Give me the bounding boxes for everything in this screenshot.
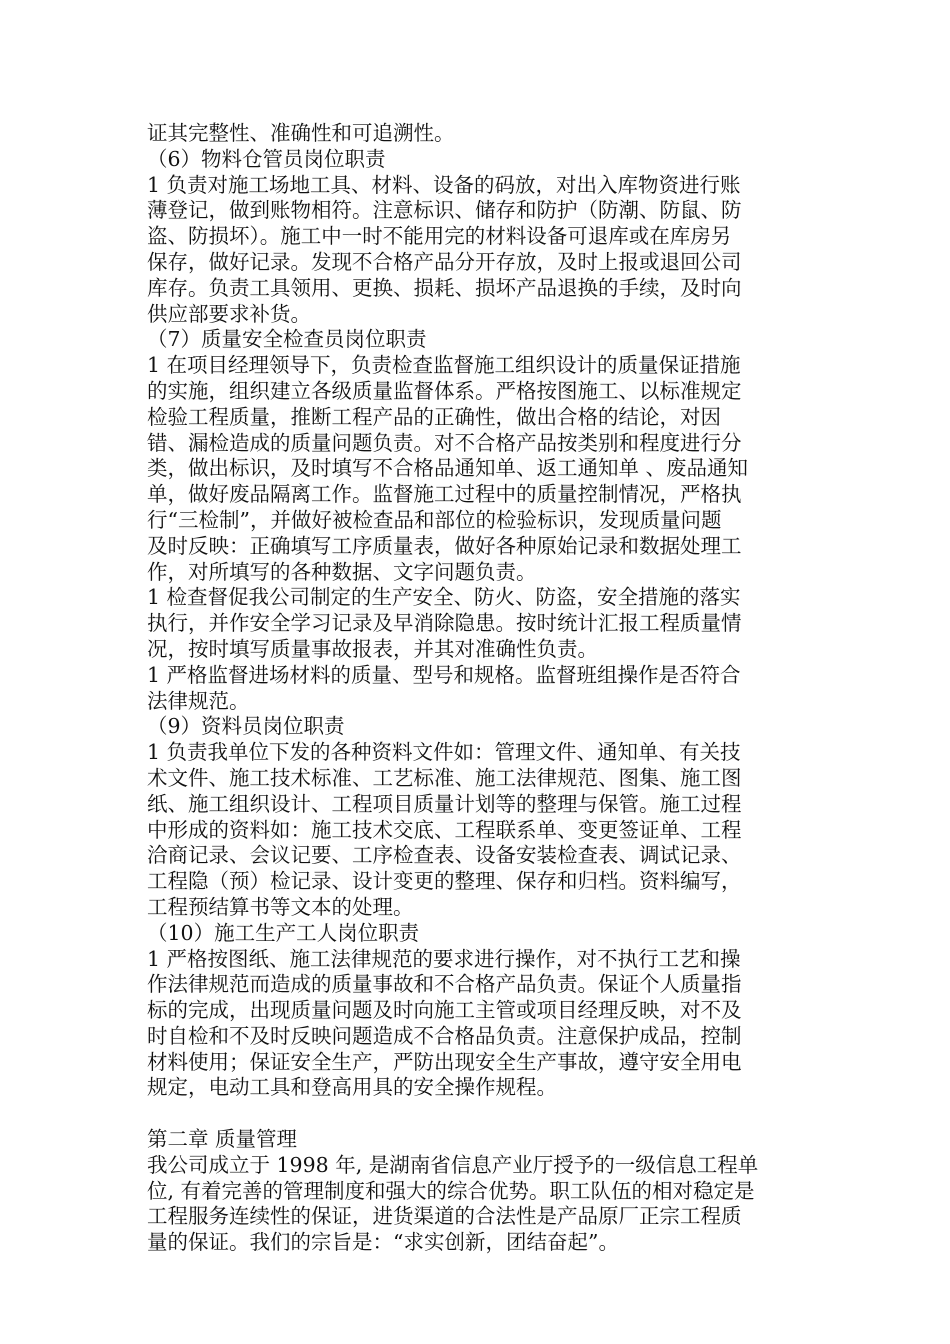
text-line: 工程隐（预）检记录、设计变更的整理、保存和归档。资料编写， — [147, 869, 742, 894]
text-line: 作法律规范而造成的质量事故和不合格产品负责。保证个人质量指 — [147, 972, 742, 997]
document-page — [147, 121, 807, 1256]
paragraph — [147, 121, 807, 147]
section-heading — [147, 327, 807, 353]
text-line: 标的完成，出现质量问题及时向施工主管或项目经理反映，对不及 — [147, 998, 742, 1023]
text-line: 薄登记，做到账物相符。注意标识、储存和防护（防潮、防鼠、防 — [147, 198, 742, 223]
paragraph — [147, 585, 807, 662]
text-line: 执行，并作安全学习记录及早消除隐患。按时统计汇报工程质量情 — [147, 611, 742, 636]
text-line: 法律规范。 — [147, 688, 250, 713]
text-line: 作，对所填写的各种数据、文字问题负责。 — [147, 559, 537, 584]
text-line: 我公司成立于 1998 年, 是湖南省信息产业厅授予的一级信息工程单 — [147, 1152, 759, 1177]
paragraph — [147, 173, 807, 328]
text-line: 况，按时填写质量事故报表，并其对准确性负责。 — [147, 636, 598, 661]
paragraph — [147, 663, 807, 715]
section-heading — [147, 1127, 807, 1153]
text-line: 工程预结算书等文本的处理。 — [147, 894, 414, 919]
text-line: 洽商记录、会议记要、工序检查表、设备安装检查表、调试记录、 — [147, 843, 742, 868]
text-line: 时自检和不及时反映问题造成不合格品负责。注意保护成品，控制 — [147, 1023, 742, 1048]
section-heading — [147, 921, 807, 947]
text-line: 的实施，组织建立各级质量监督体系。严格按图施工、以标准规定 — [147, 378, 742, 403]
text-line: 第二章 质量管理 — [147, 1127, 298, 1152]
section-heading — [147, 147, 807, 173]
text-line: 错、漏检造成的质量问题负责。对不合格产品按类别和程度进行分 — [147, 430, 742, 455]
text-line: 行“三检制”，并做好被检查品和部位的检验标识，发现质量问题 — [147, 507, 722, 532]
text-line: 单，做好废品隔离工作。监督施工过程中的质量控制情况，严格执 — [147, 482, 742, 507]
text-line: 规定，电动工具和登高用具的安全操作规程。 — [147, 1075, 557, 1100]
text-line: 盗、防损坏）。施工中一时不能用完的材料设备可退库或在库房另 — [147, 224, 732, 249]
text-line: 工程服务连续性的保证，进货渠道的合法性是产品原厂正宗工程质 — [147, 1204, 742, 1229]
text-line: 1 在项目经理领导下，负责检查监督施工组织设计的质量保证措施 — [147, 353, 741, 378]
paragraph — [147, 740, 807, 921]
paragraph — [147, 1153, 807, 1256]
text-line: 及时反映：正确填写工序质量表，做好各种原始记录和数据处理工 — [147, 533, 742, 558]
text-line: 1 负责我单位下发的各种资料文件如：管理文件、通知单、有关技 — [147, 740, 741, 765]
section-heading — [147, 714, 807, 740]
text-line: （9）资料员岗位职责 — [147, 714, 345, 739]
text-line: （7）质量安全检查员岗位职责 — [147, 327, 427, 352]
paragraph — [147, 353, 807, 585]
paragraph — [147, 947, 807, 1102]
text-line: 1 负责对施工场地工具、材料、设备的码放，对出入库物资进行账 — [147, 172, 741, 197]
text-line: 1 检查督促我公司制定的生产安全、防火、防盗，安全措施的落实 — [147, 585, 741, 610]
text-line: 保存，做好记录。发现不合格产品分开存放，及时上报或退回公司 — [147, 249, 742, 274]
text-line: 检验工程质量，推断工程产品的正确性，做出合格的结论，对因 — [147, 404, 721, 429]
text-line: 库存。负责工具领用、更换、损耗、损坏产品退换的手续，及时向 — [147, 275, 742, 300]
text-line: 位, 有着完善的管理制度和强大的综合优势。职工队伍的相对稳定是 — [147, 1178, 755, 1203]
text-line: 类，做出标识，及时填写不合格品通知单、返工通知单 、废品通知 — [147, 456, 749, 481]
text-line: （6）物料仓管员岗位职责 — [147, 146, 386, 171]
text-line: （10）施工生产工人岗位职责 — [147, 920, 420, 945]
text-line: 术文件、施工技术标准、工艺标准、施工法律规范、图集、施工图 — [147, 765, 742, 790]
blank-line — [147, 1101, 807, 1127]
text-line: 材料使用；保证安全生产，严防出现安全生产事故，遵守安全用电 — [147, 1049, 742, 1074]
text-line: 纸、施工组织设计、工程项目质量计划等的整理与保管。施工过程 — [147, 791, 742, 816]
text-line: 中形成的资料如：施工技术交底、工程联系单、变更签证单、工程 — [147, 817, 742, 842]
text-line: 1 严格监督进场材料的质量、型号和规格。监督班组操作是否符合 — [147, 662, 741, 687]
text-line: 量的保证。我们的宗旨是：“求实创新，团结奋起”。 — [147, 1230, 619, 1255]
text-line: 供应部要求补货。 — [147, 301, 311, 326]
text-line: 1 严格按图纸、施工法律规范的要求进行操作，对不执行工艺和操 — [147, 946, 741, 971]
text-line: 证其完整性、准确性和可追溯性。 — [147, 121, 455, 145]
